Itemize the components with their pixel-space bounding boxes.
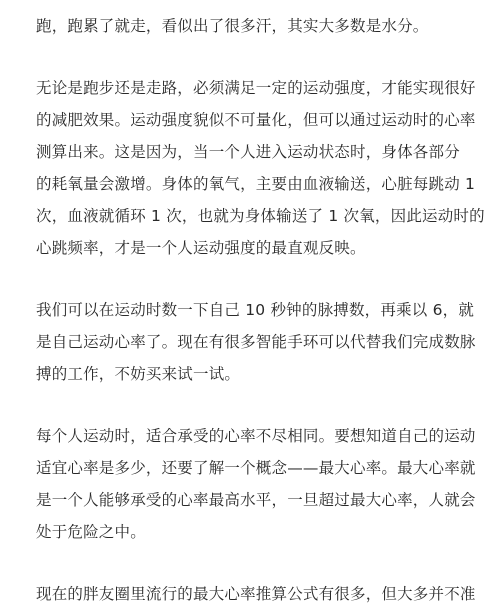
paragraph [36, 72, 485, 264]
paragraph [36, 294, 476, 390]
text-line: 搏的工作，不妨买来试一试。 [36, 365, 241, 383]
text-line: 的减肥效果。运动强度貌似不可量化，但可以通过运动时的心率 [36, 111, 476, 129]
text-line: 我们可以在运动时数一下自己 10 秒钟的脉搏数，再乘以 6，就 [36, 301, 475, 319]
text-line: 是一个人能够承受的心率最高水平，一旦超过最大心率，人就会 [36, 491, 476, 509]
article-body [36, 0, 485, 610]
text-line: 心跳频率，才是一个人运动强度的最直观反映。 [36, 239, 366, 257]
text-line: 适宜心率是多少，还要了解一个概念——最大心率。最大心率就 [36, 459, 476, 477]
text-line: 的耗氧量会激增。身体的氧气，主要由血液输送，心脏每跳动 1 [36, 175, 476, 193]
text-line: 跑，跑累了就走，看似出了很多汗，其实大多数是水分。 [36, 17, 429, 35]
paragraph [36, 420, 476, 548]
text-line: 次，血液就循环 1 次，也就为身体输送了 1 次氧，因此运动时的 [36, 207, 485, 225]
paragraph [36, 578, 476, 610]
text-line: 每个人运动时，适合承受的心率不尽相同。要想知道自己的运动 [36, 427, 476, 445]
text-line: 处于危险之中。 [36, 523, 146, 541]
text-line: 测算出来。这是因为，当一个人进入运动状态时，身体各部分 [36, 143, 460, 161]
text-line: 现在的胖友圈里流行的最大心率推算公式有很多，但大多并不准 [36, 585, 476, 603]
paragraph [36, 10, 466, 42]
text-line: 无论是跑步还是走路，必须满足一定的运动强度，才能实现很好 [36, 79, 476, 97]
text-line: 是自己运动心率了。现在有很多智能手环可以代替我们完成数脉 [36, 333, 476, 351]
